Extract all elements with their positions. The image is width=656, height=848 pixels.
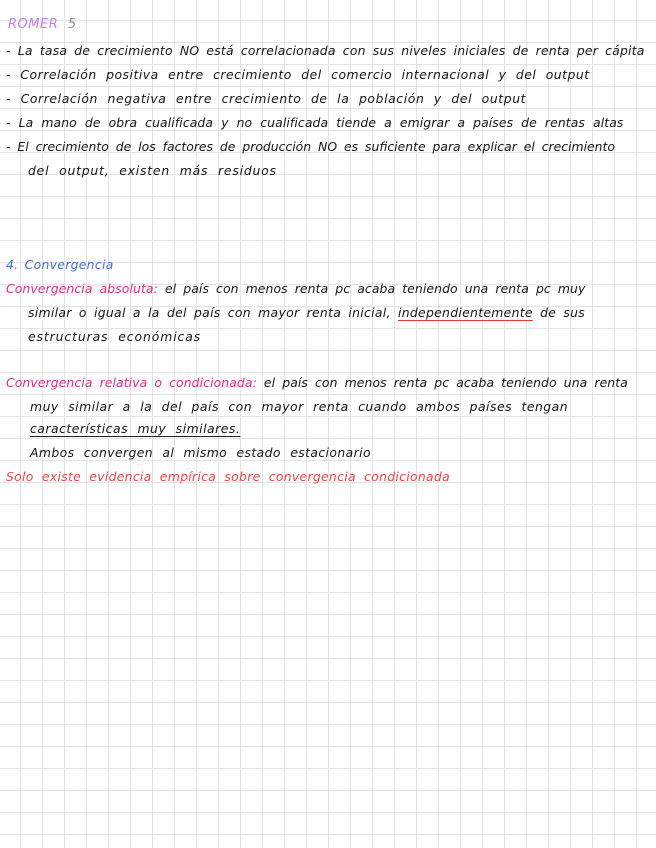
absolute-convergence-line-1 — [6, 280, 585, 298]
absolute-convergence-def-2b: de sus — [540, 305, 586, 320]
absolute-convergence-line-3: estructuras económicas — [28, 329, 202, 344]
relative-convergence-line-4: Ambos convergen al mismo estado estacionario — [30, 445, 371, 460]
page-header — [8, 16, 77, 34]
evidence-note: Solo existe evidencia empírica sobre convergencia condicionada — [6, 469, 450, 484]
absolute-convergence-term: Convergencia absoluta: — [6, 281, 158, 296]
romer-point-1: - La tasa de crecimiento NO está correlacionada con sus niveles iniciales de renta per cápita — [6, 43, 645, 58]
section-number: 5 — [67, 17, 77, 32]
absolute-convergence-def-1: el país con menos renta pc acaba teniendo una renta pc muy — [164, 281, 586, 296]
romer-point-4: - La mano de obra cualificada y no cualificada tiende a emigrar a países de rentas altas — [6, 115, 624, 130]
relative-convergence-line-1 — [6, 374, 628, 392]
romer-point-5: - El crecimiento de los factores de producción NO es suficiente para explicar el crecimiento — [6, 139, 615, 154]
relative-convergence-line-2: muy similar a la del país con mayor renta cuando ambos países tengan — [30, 399, 569, 414]
absolute-convergence-line-2 — [28, 304, 585, 322]
relative-convergence-line-3: características muy similares. — [30, 421, 241, 436]
convergence-heading: 4. Convergencia — [6, 257, 114, 272]
romer-point-3: - Correlación negativa entre crecimiento de la población y del output — [6, 91, 527, 106]
romer-point-2: - Correlación positiva entre crecimiento del comercio internacional y del output — [6, 67, 590, 82]
relative-convergence-term: Convergencia relativa o condicionada: — [6, 375, 257, 390]
relative-convergence-def-1: el país con menos renta pc acaba teniendo una renta — [263, 375, 628, 390]
independence-emphasis: independientemente — [397, 305, 533, 320]
romer-point-5-cont: del output, existen más residuos — [28, 163, 277, 178]
absolute-convergence-def-2: similar o igual a la del país con mayor renta inicial, — [28, 305, 391, 320]
section-title: ROMER — [8, 17, 59, 32]
